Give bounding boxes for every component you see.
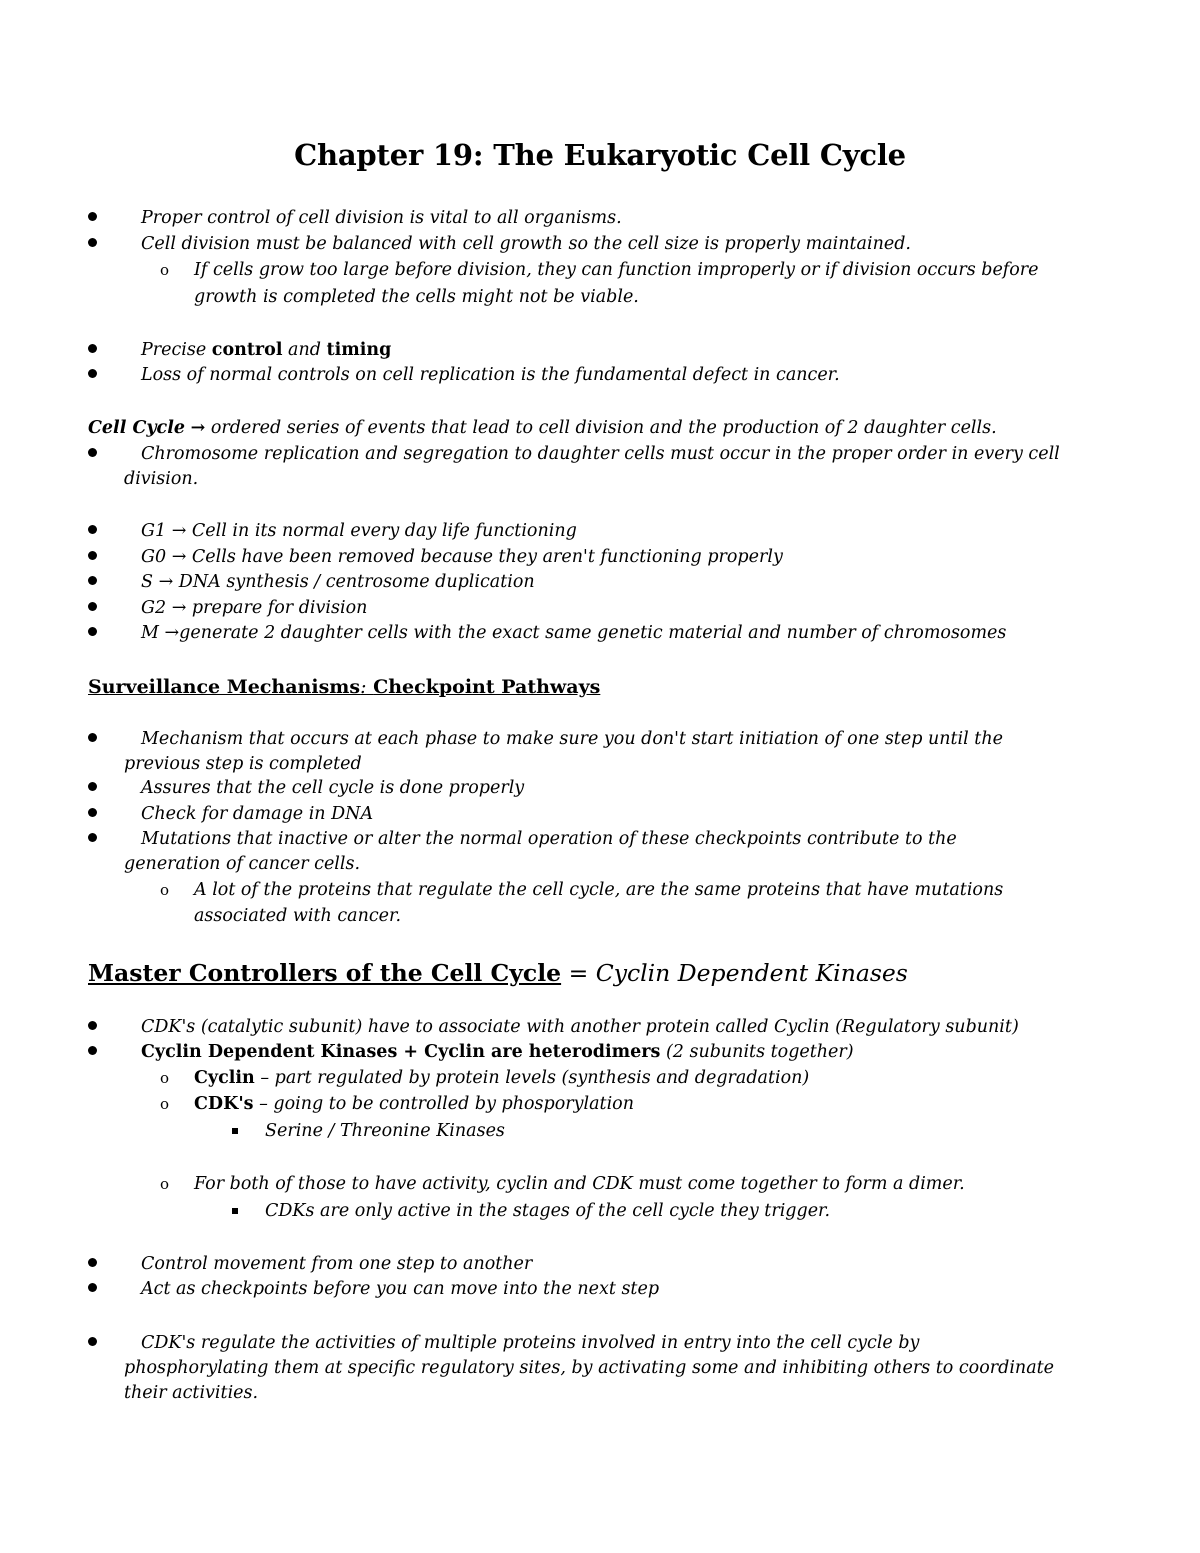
bullet-icon [88, 525, 97, 534]
master-bullet-1: CDK's (catalytic subunit) have to associate with another protein called Cyclin (Regulatory subunit) [141, 1017, 1019, 1037]
intro-bullet-4: Loss of normal controls on cell replication is the fundamental defect in cancer. [141, 365, 840, 385]
master-subsub-serine: Serine / Threonine Kinases [265, 1121, 505, 1141]
sub-bullet-icon: o [160, 261, 170, 279]
master-sub-dimer: For both of those to have activity, cyclin and CDK must come together to form a dimer. [194, 1174, 965, 1194]
bullet-icon [88, 733, 97, 742]
master-bullet-5-line-1: CDK's regulate the activities of multiple proteins involved in entry into the cell cycle by [141, 1333, 920, 1353]
sub-bullet-icon: o [160, 1175, 170, 1193]
bullet-icon [88, 1021, 97, 1030]
phase-g0: G0 → Cells have been removed because they aren't functioning properly [141, 547, 783, 567]
intro-bullet-3: Precise control and timing [141, 340, 392, 360]
bullet-icon [88, 238, 97, 247]
sub-bullet-icon: o [160, 881, 170, 899]
cell-cycle-bullet-line-1: Chromosome replication and segregation to daughter cells must occur in the proper order in every cell [141, 444, 1060, 464]
master-sub-cdk: CDK's – going to be controlled by phosporylation [194, 1094, 634, 1114]
master-bullet-3: Control movement from one step to another [141, 1254, 533, 1274]
cell-cycle-bullet-line-2: division. [124, 469, 199, 489]
surveillance-sub-bullet-line-2: associated with cancer. [194, 906, 402, 926]
master-bullet-5-line-2: phosphorylating them at specific regulatory sites, by activating some and inhibiting others to coordinate [124, 1358, 1055, 1378]
master-bullet-4: Act as checkpoints before you can move into the next step [141, 1279, 660, 1299]
bullet-icon [88, 1046, 97, 1055]
master-sub-cyclin: Cyclin – part regulated by protein levels (synthesis and degradation) [194, 1068, 810, 1088]
surveillance-bullet-3: Check for damage in DNA [141, 804, 374, 824]
master-bullet-2: Cyclin Dependent Kinases + Cyclin are heterodimers (2 subunits together) [141, 1042, 854, 1062]
bullet-icon [88, 782, 97, 791]
cell-cycle-definition: Cell Cycle → ordered series of events that lead to cell division and the production of 2 daughter cells. [88, 418, 997, 438]
arrow-icon: → [171, 521, 187, 541]
master-controllers-heading: Master Controllers of the Cell Cycle = Cyclin Dependent Kinases [88, 959, 908, 987]
surveillance-bullet-1-line-2: previous step is completed [124, 754, 362, 774]
bullet-icon [88, 1258, 97, 1267]
intro-bullet-2: Cell division must be balanced with cell growth so the cell size is properly maintained. [141, 234, 911, 254]
square-bullet-icon [232, 1128, 238, 1134]
bullet-icon [88, 369, 97, 378]
surveillance-bullet-2: Assures that the cell cycle is done properly [141, 778, 525, 798]
master-subsub-cdks: CDKs are only active in the stages of the cell cycle they trigger. [265, 1201, 831, 1221]
phase-s: S → DNA synthesis / centrosome duplication [141, 572, 535, 592]
bullet-icon [88, 551, 97, 560]
arrow-icon: → [190, 418, 206, 438]
bullet-icon [88, 212, 97, 221]
surveillance-bullet-4-line-2: generation of cancer cells. [124, 854, 361, 874]
intro-sub-bullet-line-1: If cells grow too large before division, they can function improperly or if division occurs before [194, 260, 1039, 280]
page-title: Chapter 19: The Eukaryotic Cell Cycle [294, 138, 906, 172]
bullet-icon [88, 1337, 97, 1346]
bullet-icon [88, 627, 97, 636]
bullet-icon [88, 602, 97, 611]
bullet-icon [88, 344, 97, 353]
square-bullet-icon [232, 1208, 238, 1214]
phase-g1: G1 → Cell in its normal every day life functioning [141, 521, 577, 541]
phase-m: M →generate 2 daughter cells with the exact same genetic material and number of chromosomes [141, 623, 1007, 643]
bullet-icon [88, 808, 97, 817]
arrow-icon: → [171, 547, 187, 567]
arrow-icon: → [171, 598, 187, 618]
surveillance-sub-bullet-line-1: A lot of the proteins that regulate the cell cycle, are the same proteins that have mutations [194, 880, 1004, 900]
bullet-icon [88, 448, 97, 457]
bullet-icon [88, 833, 97, 842]
bullet-icon [88, 1283, 97, 1292]
arrow-icon: → [158, 572, 174, 592]
surveillance-bullet-1-line-1: Mechanism that occurs at each phase to make sure you don't start initiation of one step until the [141, 729, 1003, 749]
arrow-icon: → [164, 623, 180, 643]
intro-bullet-1: Proper control of cell division is vital to all organisms. [141, 208, 622, 228]
sub-bullet-icon: o [160, 1095, 170, 1113]
bullet-icon [88, 576, 97, 585]
intro-sub-bullet-line-2: growth is completed the cells might not be viable. [194, 287, 639, 307]
phase-g2: G2 → prepare for division [141, 598, 368, 618]
sub-bullet-icon: o [160, 1069, 170, 1087]
surveillance-bullet-4-line-1: Mutations that inactive or alter the normal operation of these checkpoints contribute to the [141, 829, 957, 849]
master-bullet-5-line-3: their activities. [124, 1383, 259, 1403]
surveillance-heading: Surveillance Mechanisms: Checkpoint Pathways [88, 676, 601, 698]
